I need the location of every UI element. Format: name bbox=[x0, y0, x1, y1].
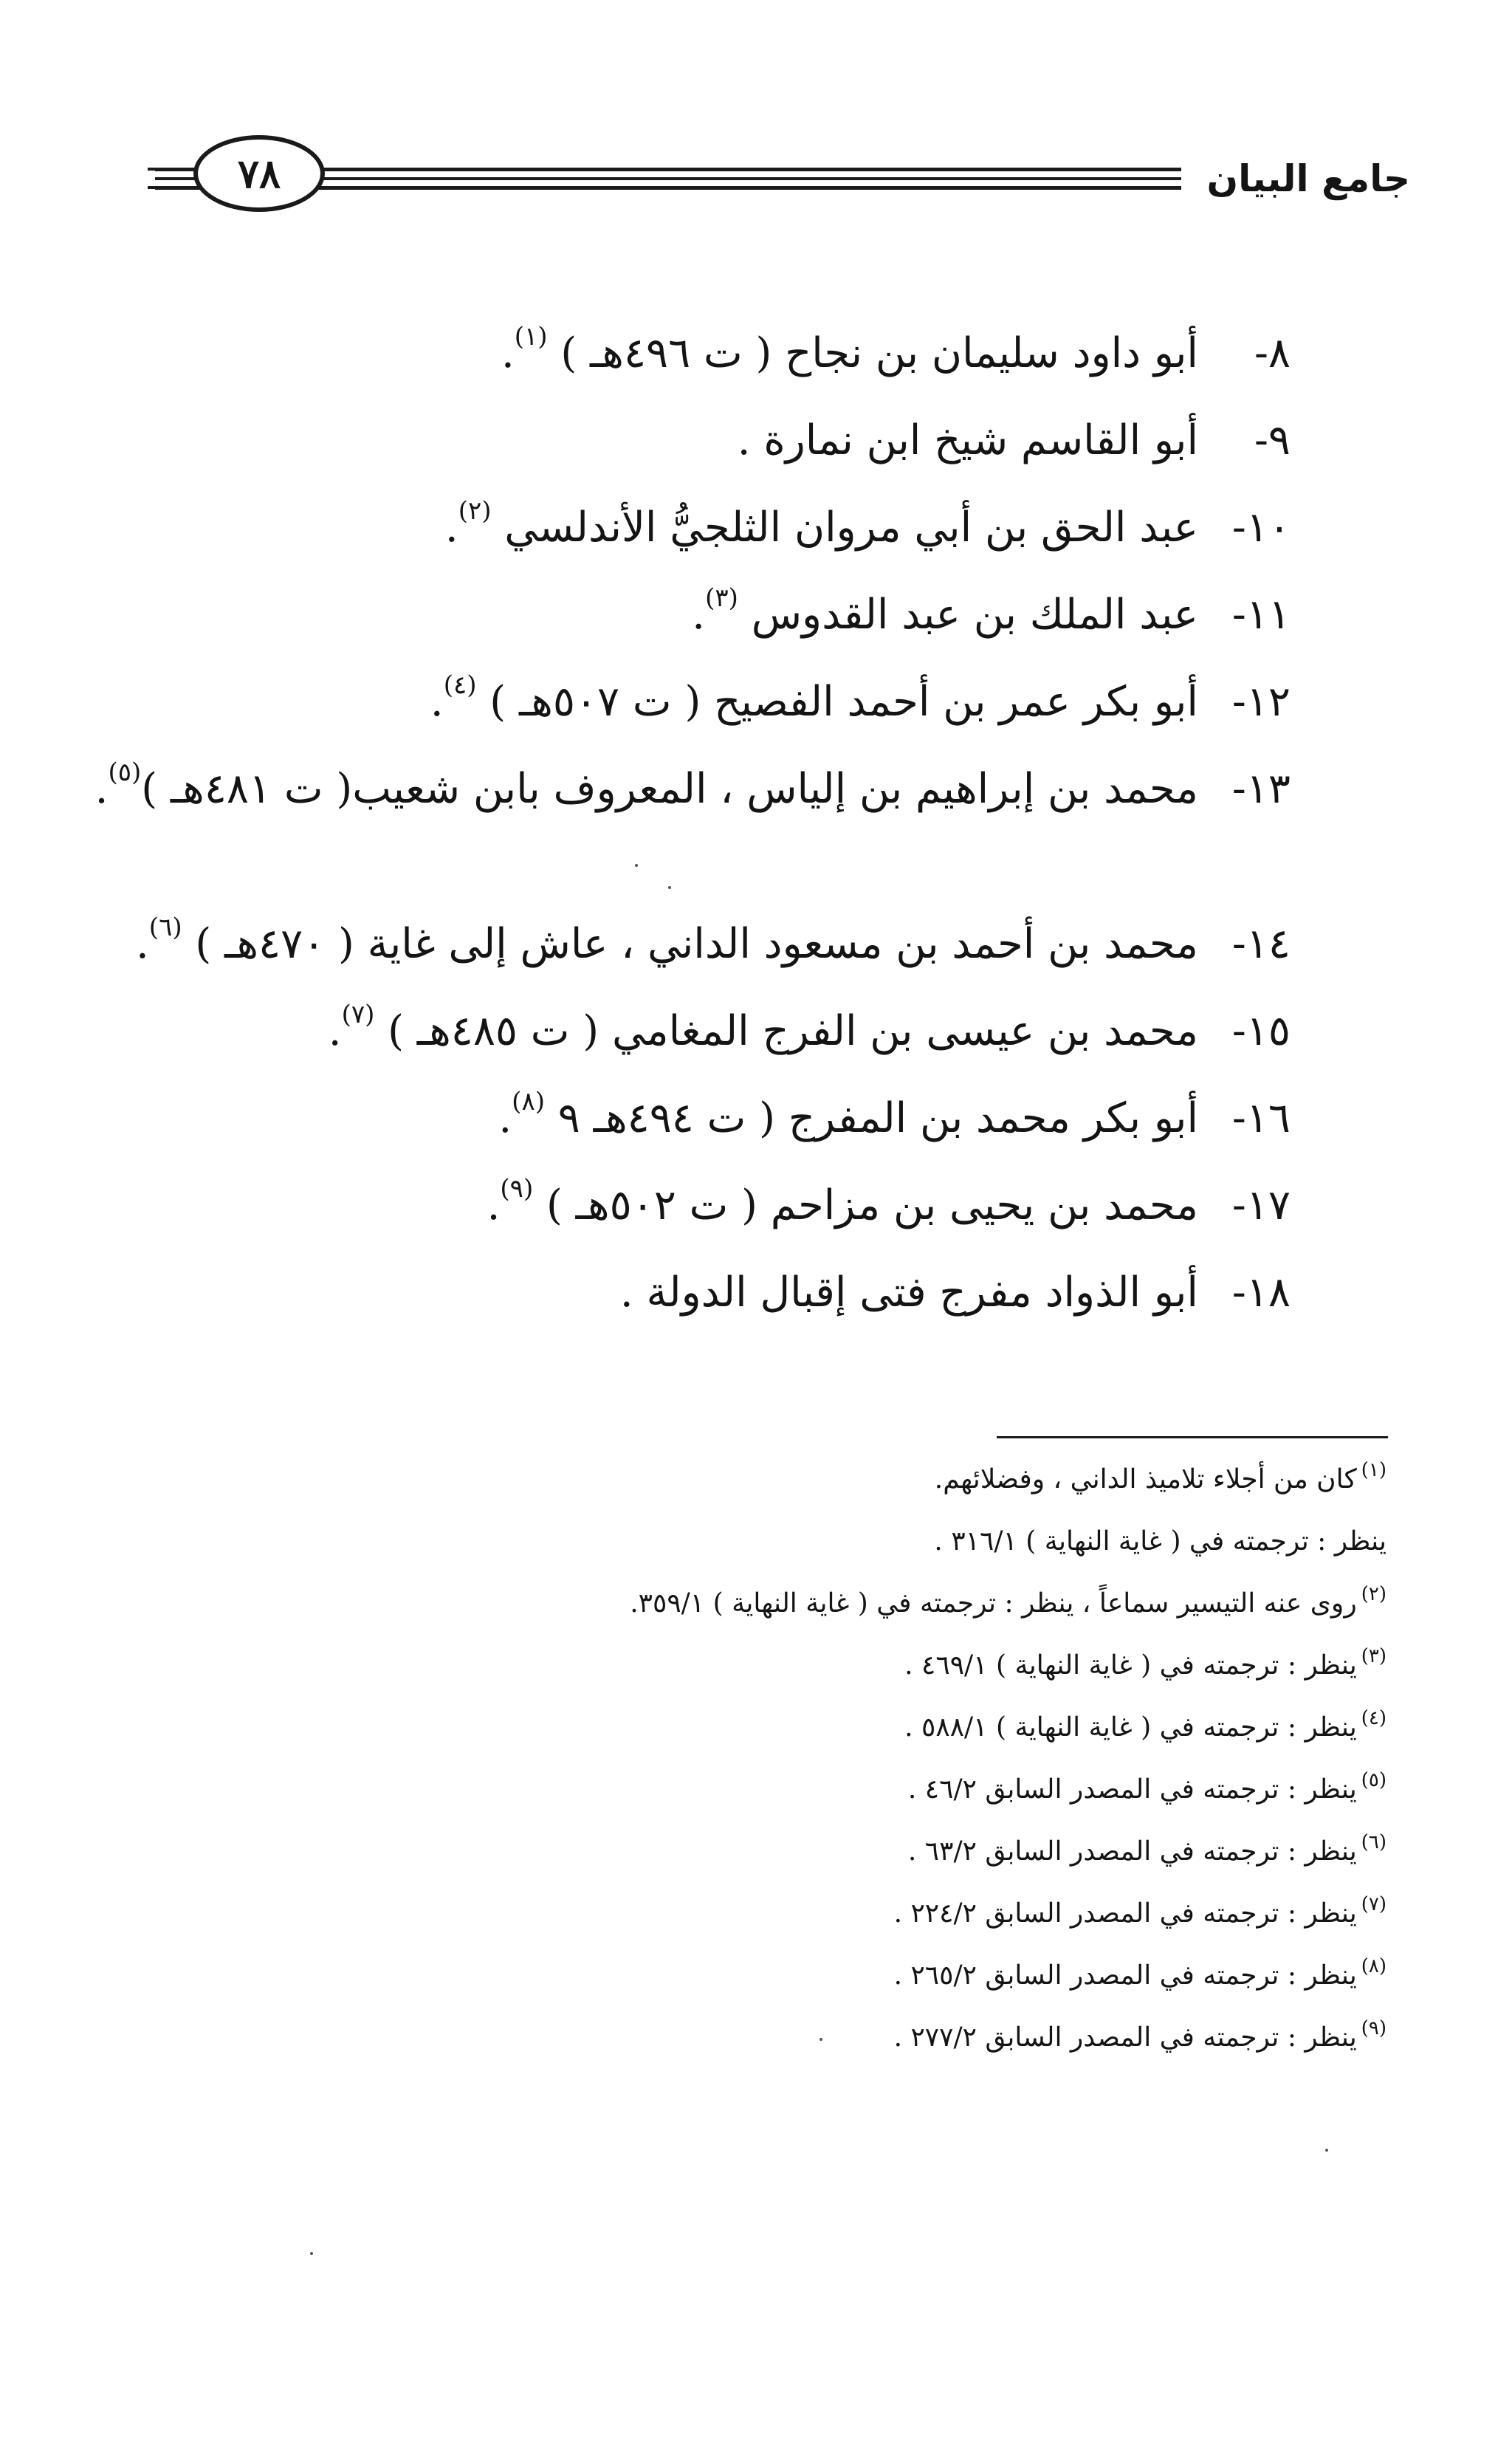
footnote-text: ينظر : ترجمته في المصدر السابق ٦٣/٢ . bbox=[907, 1836, 1357, 1867]
footnote-separator bbox=[997, 1436, 1388, 1438]
list-item bbox=[94, 746, 1291, 833]
footnote-number: (٣) bbox=[1361, 1645, 1386, 1667]
footnote-text: ينظر : ترجمته في المصدر السابق ٢٢٤/٢ . bbox=[893, 1898, 1357, 1929]
footnote bbox=[427, 1511, 1386, 1573]
list-item bbox=[139, 1075, 1291, 1162]
item-text bbox=[498, 1075, 1198, 1162]
item-body: محمد بن يحيى بن مزاحم ( ت ٥٠٢هـ ) bbox=[533, 1181, 1198, 1229]
item-number: ١٠- bbox=[1231, 504, 1291, 552]
footnote-number: (١) bbox=[1361, 1459, 1386, 1481]
page-number: ٧٨ bbox=[238, 150, 281, 197]
footnote bbox=[427, 1697, 1386, 1759]
scan-speck bbox=[668, 886, 671, 889]
item-number: ١٢- bbox=[1231, 678, 1291, 726]
item-text bbox=[501, 310, 1198, 397]
item-number: ١٥- bbox=[1231, 1007, 1291, 1055]
item-number: ٨- bbox=[1254, 329, 1291, 377]
footnote-text: ينظر : ترجمته في المصدر السابق ٢٦٥/٢ . bbox=[893, 1960, 1357, 1991]
scan-speck bbox=[310, 2252, 313, 2255]
item-number: ١٤- bbox=[1231, 920, 1291, 968]
item-number: ١٧- bbox=[1231, 1181, 1291, 1229]
item-text bbox=[445, 484, 1198, 572]
footnote bbox=[427, 1635, 1386, 1697]
footnote-number: (٥) bbox=[1361, 1769, 1386, 1791]
footnote-ref[interactable]: (٦) bbox=[148, 913, 182, 942]
item-end: . bbox=[501, 329, 515, 377]
header-rule-left-top bbox=[148, 168, 199, 171]
item-body: أبو القاسم شيخ ابن نمارة . bbox=[737, 416, 1198, 464]
item-text bbox=[430, 659, 1198, 746]
list-item bbox=[139, 484, 1291, 572]
footnote-text: ينظر : ترجمته في المصدر السابق ٢٧٧/٢ . bbox=[893, 2022, 1357, 2053]
item-text bbox=[738, 397, 1198, 484]
footnote-number: (٢) bbox=[1361, 1583, 1386, 1605]
footnote-text: كان من أجلاء تلاميذ الداني ، وفضلائهم. bbox=[934, 1464, 1357, 1494]
list-item bbox=[135, 901, 1291, 988]
footnote-ref[interactable]: (٥) bbox=[108, 758, 142, 787]
narrators-list bbox=[94, 310, 1291, 1336]
item-end: . bbox=[328, 1007, 342, 1055]
footnote-ref[interactable]: (١) bbox=[514, 322, 548, 351]
page-number-oval bbox=[193, 135, 325, 212]
scan-speck bbox=[635, 864, 638, 867]
item-number: ١٨- bbox=[1231, 1269, 1291, 1317]
list-item bbox=[139, 310, 1291, 397]
footnote-ref[interactable]: (٢) bbox=[458, 496, 492, 526]
list-item bbox=[139, 1249, 1291, 1336]
footnote bbox=[427, 1573, 1386, 1635]
item-end: . bbox=[430, 678, 444, 726]
item-number: ١١- bbox=[1231, 591, 1291, 639]
scan-speck bbox=[819, 2038, 822, 2041]
footnote-number: (٦) bbox=[1361, 1831, 1386, 1853]
footnote bbox=[427, 1821, 1386, 1883]
footnote-ref[interactable]: (٨) bbox=[512, 1087, 545, 1116]
list-item bbox=[139, 1162, 1291, 1249]
item-end: . bbox=[692, 591, 706, 639]
footnote-number: (٩) bbox=[1361, 2017, 1386, 2039]
footnote-number: (٧) bbox=[1361, 1893, 1386, 1915]
footnote-text: ينظر : ترجمته في ( غاية النهاية ) ٣١٦/١ . bbox=[934, 1526, 1386, 1557]
item-end: . bbox=[444, 504, 458, 552]
list-item bbox=[139, 988, 1291, 1075]
item-text bbox=[329, 988, 1198, 1075]
item-number: ٩- bbox=[1254, 416, 1291, 464]
book-title: جامع البيان bbox=[1206, 157, 1410, 200]
footnote bbox=[427, 1883, 1386, 1945]
item-end: . bbox=[94, 765, 109, 813]
footnote-text: ينظر : ترجمته في المصدر السابق ٤٦/٢ . bbox=[907, 1774, 1357, 1805]
item-number: ١٣- bbox=[1231, 765, 1291, 813]
item-body: محمد بن أحمد بن مسعود الداني ، عاش إلى غاية ( ٤٧٠هـ ) bbox=[182, 920, 1198, 968]
item-number: ١٦- bbox=[1231, 1094, 1291, 1142]
item-text bbox=[95, 746, 1198, 833]
footnote bbox=[427, 1449, 1386, 1511]
footnote-number: (٤) bbox=[1361, 1707, 1386, 1729]
item-body: عبد الحق بن أبي مروان الثلجيُّ الأندلسي bbox=[491, 504, 1198, 552]
list-item bbox=[139, 572, 1291, 659]
page-header bbox=[0, 0, 1512, 236]
footnote-ref[interactable]: (٧) bbox=[341, 1000, 375, 1029]
footnote-number: (٨) bbox=[1361, 1955, 1386, 1977]
item-body: أبو بكر عمر بن أحمد الفصيح ( ت ٥٠٧هـ ) bbox=[476, 678, 1198, 726]
item-body: عبد الملك بن عبد القدوس bbox=[738, 591, 1198, 639]
item-body: محمد بن إبراهيم بن إلياس ، المعروف بابن شعيب( ت ٤٨١هـ ) bbox=[141, 765, 1198, 813]
footnotes bbox=[427, 1449, 1386, 2069]
footnote-ref[interactable]: (٤) bbox=[443, 670, 477, 700]
item-body: محمد بن عيسى بن الفرج المغامي ( ت ٤٨٥هـ ) bbox=[374, 1007, 1198, 1055]
footnote-text: روى عنه التيسير سماعاً ، ينظر : ترجمته في ( غاية النهاية ) ٣٥٩/١. bbox=[630, 1588, 1357, 1619]
scan-speck bbox=[1325, 2149, 1328, 2152]
footnote bbox=[427, 2007, 1386, 2069]
footnote-ref[interactable]: (٣) bbox=[705, 583, 738, 613]
list-item bbox=[139, 397, 1291, 484]
item-end: . bbox=[487, 1181, 501, 1229]
footnote bbox=[427, 1759, 1386, 1821]
list-item bbox=[139, 659, 1291, 746]
item-text bbox=[487, 1162, 1198, 1249]
item-end: . bbox=[498, 1094, 512, 1142]
footnote bbox=[427, 1945, 1386, 2007]
footnote-text: ينظر : ترجمته في ( غاية النهاية ) ٤٦٩/١ . bbox=[904, 1650, 1357, 1681]
footnote-text: ينظر : ترجمته في ( غاية النهاية ) ٥٨٨/١ . bbox=[904, 1712, 1357, 1743]
item-body: أبو داود سليمان بن نجاح ( ت ٤٩٦هـ ) bbox=[547, 329, 1198, 377]
header-rule-left-bottom bbox=[148, 186, 199, 189]
item-text bbox=[692, 572, 1198, 659]
item-end: . bbox=[135, 920, 149, 968]
item-body: أبو بكر محمد بن المفرج ( ت ٤٩٤هـ ٩ bbox=[544, 1094, 1198, 1142]
item-body: أبو الذواد مفرج فتى إقبال الدولة . bbox=[619, 1269, 1198, 1317]
footnote-ref[interactable]: (٩) bbox=[500, 1174, 534, 1204]
item-text bbox=[620, 1249, 1198, 1336]
item-text bbox=[136, 901, 1198, 988]
